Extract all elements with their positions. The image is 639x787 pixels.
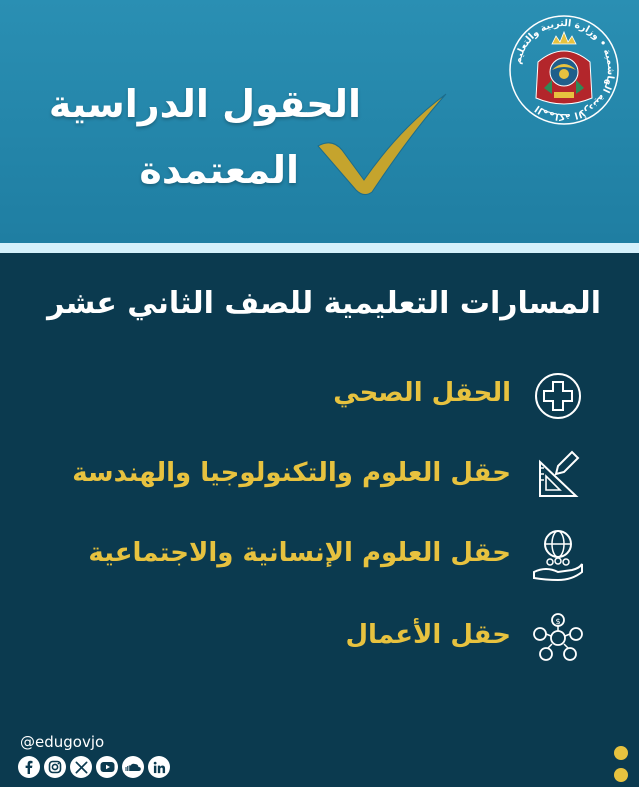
svg-text:$: $ [555,617,561,626]
page-title-line-1: الحقول الدراسية [48,82,361,126]
medical-cross-icon [528,366,588,426]
pager-dot-1 [614,746,628,760]
instagram-icon[interactable] [44,756,66,778]
section-subtitle: المسارات التعليمية للصف الثاني عشر [47,286,601,321]
linkedin-icon[interactable] [148,756,170,778]
x-icon[interactable] [70,756,92,778]
ruler-pencil-icon [528,446,588,506]
checkmark-icon [312,88,452,198]
field-item-humanities: حقل العلوم الإنسانية والاجتماعية [88,538,511,568]
emblem-text: المملكة الأردنية الهاشمية • وزارة التربية والتعليم [512,17,617,123]
soundcloud-icon[interactable] [122,756,144,778]
field-item-health: الحقل الصحي [333,378,511,408]
header-divider [0,243,639,253]
globe-hand-people-icon [528,524,588,584]
main-panel [0,253,639,787]
business-network-icon [528,606,588,666]
social-icons-row [18,756,170,778]
page-title-line-2: المعتمدة [139,148,299,192]
youtube-icon[interactable] [96,756,118,778]
field-item-business: حقل الأعمال [345,620,511,650]
jordan-coat-of-arms-icon [508,14,620,126]
facebook-icon[interactable] [18,756,40,778]
field-item-science: حقل العلوم والتكنولوجيا والهندسة [72,458,511,488]
social-handle[interactable]: @edugovjo [20,733,105,751]
pager-dot-2 [614,768,628,782]
